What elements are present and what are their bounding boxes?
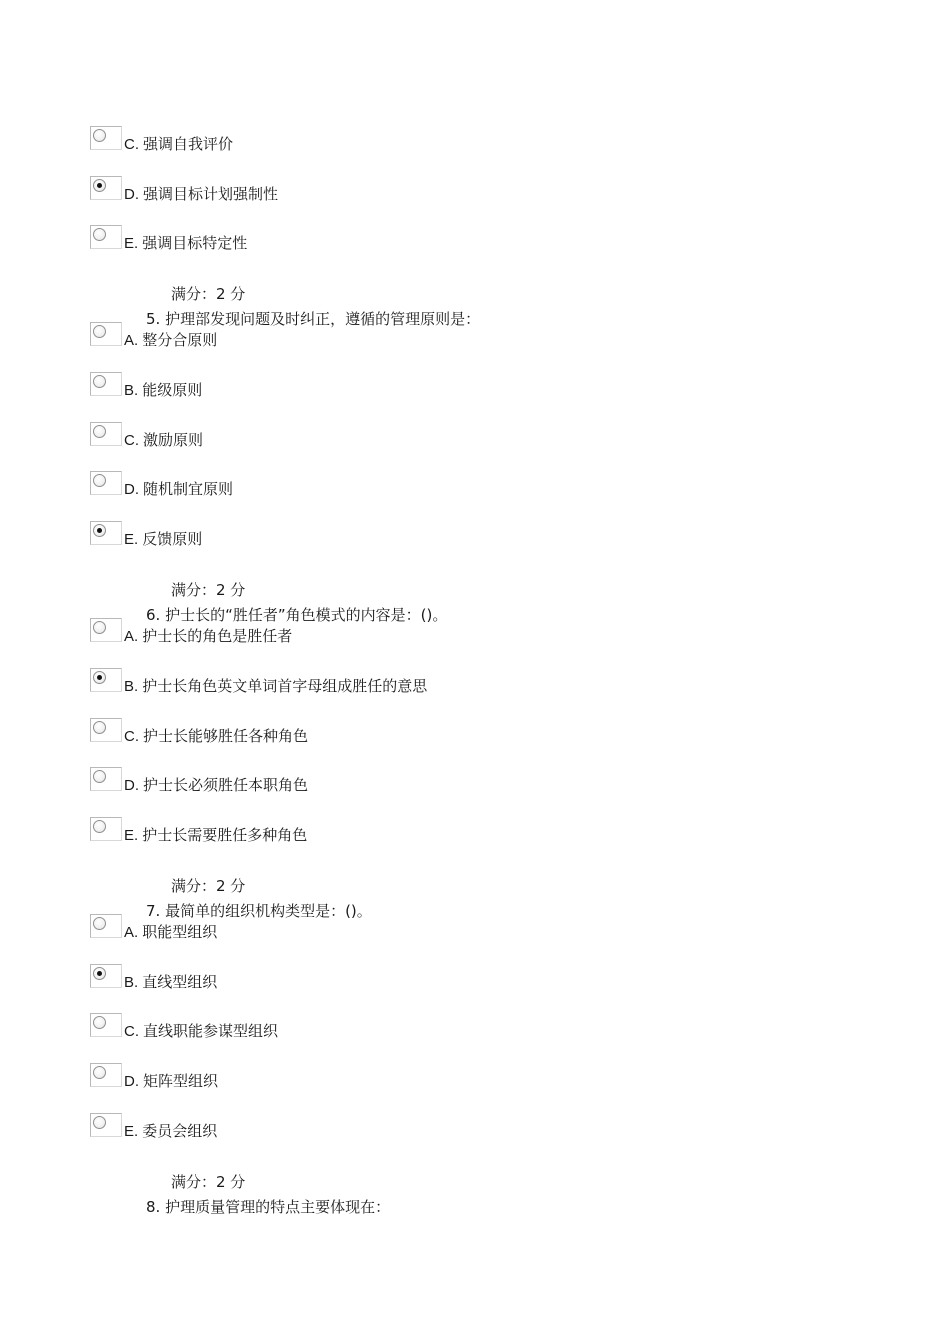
radio-button[interactable] <box>90 1013 122 1037</box>
option-letter: D. <box>124 777 139 794</box>
radio-unchecked-icon <box>93 425 106 438</box>
option-label[interactable] <box>124 1072 218 1091</box>
radio-checked-icon <box>93 671 106 684</box>
option-label[interactable] <box>124 431 203 450</box>
option-letter: D. <box>124 186 139 203</box>
option-text: 护士长必须胜任本职角色 <box>143 776 309 794</box>
option-letter: E. <box>124 1123 139 1140</box>
option-letter: C. <box>124 136 139 153</box>
option-label[interactable] <box>124 677 427 696</box>
radio-button[interactable] <box>90 372 122 396</box>
score-label: 满分：2 分 <box>171 285 246 304</box>
option-label[interactable] <box>124 727 308 746</box>
radio-unchecked-icon <box>93 1016 106 1029</box>
radio-unchecked-icon <box>93 820 106 833</box>
option-label[interactable] <box>124 381 202 400</box>
radio-unchecked-icon <box>93 721 106 734</box>
radio-unchecked-icon <box>93 129 106 142</box>
question-text: 7. 最简单的组织机构类型是：()。 <box>146 902 372 920</box>
option-text: 矩阵型组织 <box>143 1072 219 1090</box>
radio-button[interactable] <box>90 767 122 791</box>
option-text: 强调目标特定性 <box>142 234 248 252</box>
radio-dot-icon <box>97 183 102 188</box>
option-text: 直线职能参谋型组织 <box>143 1022 279 1040</box>
radio-dot-icon <box>97 528 102 533</box>
option-text: 激励原则 <box>143 431 204 449</box>
radio-button-selected[interactable] <box>90 521 122 545</box>
score-label: 满分：2 分 <box>171 877 246 895</box>
option-letter: C. <box>124 1023 139 1040</box>
option-label[interactable] <box>124 1122 217 1141</box>
option-label[interactable] <box>124 776 308 795</box>
option-label[interactable] <box>124 627 292 646</box>
question-text: 8. 护理质量管理的特点主要体现在： <box>146 1197 391 1216</box>
option-text: 强调自我评价 <box>143 135 234 153</box>
option-label[interactable] <box>124 185 278 204</box>
option-text: 护士长的角色是胜任者 <box>142 627 293 645</box>
score-label: 满分：2 分 <box>171 581 246 600</box>
question-text: 5. 护理部发现问题及时纠正，遵循的管理原则是： <box>146 310 481 329</box>
option-text: 随机制宜原则 <box>143 480 234 498</box>
option-label[interactable] <box>124 331 217 350</box>
radio-unchecked-icon <box>93 1066 106 1079</box>
option-text: 整分合原则 <box>142 331 218 349</box>
option-label[interactable] <box>124 480 233 499</box>
option-letter: A. <box>124 924 139 941</box>
option-text: 直线型组织 <box>142 973 218 991</box>
option-letter: D. <box>124 1073 139 1090</box>
radio-unchecked-icon <box>93 325 106 338</box>
option-text: 强调目标计划强制性 <box>143 185 279 203</box>
radio-button-selected[interactable] <box>90 964 122 988</box>
option-letter: E. <box>124 235 139 252</box>
radio-button-selected[interactable] <box>90 176 122 200</box>
radio-button-selected[interactable] <box>90 668 122 692</box>
radio-button[interactable] <box>90 126 122 150</box>
radio-button[interactable] <box>90 422 122 446</box>
radio-unchecked-icon <box>93 770 106 783</box>
option-text: 护士长需要胜任多种角色 <box>142 826 308 844</box>
option-label[interactable] <box>124 530 202 549</box>
radio-dot-icon <box>97 971 102 976</box>
radio-unchecked-icon <box>93 228 106 241</box>
radio-checked-icon <box>93 524 106 537</box>
radio-button[interactable] <box>90 817 122 841</box>
radio-button[interactable] <box>90 322 122 346</box>
radio-checked-icon <box>93 179 106 192</box>
option-letter: E. <box>124 827 139 844</box>
option-letter: B. <box>124 974 139 991</box>
score-label: 满分：2 分 <box>171 1172 246 1191</box>
option-letter: B. <box>124 382 139 399</box>
radio-button[interactable] <box>90 914 122 938</box>
option-letter: D. <box>124 481 139 498</box>
option-label[interactable] <box>124 135 233 154</box>
option-letter: A. <box>124 628 139 645</box>
option-label[interactable] <box>124 973 217 992</box>
radio-checked-icon <box>93 967 106 980</box>
radio-unchecked-icon <box>93 474 106 487</box>
radio-unchecked-icon <box>93 621 106 634</box>
option-label[interactable] <box>124 234 247 253</box>
option-text: 职能型组织 <box>142 923 218 941</box>
option-label[interactable] <box>124 826 307 845</box>
radio-button[interactable] <box>90 1063 122 1087</box>
option-text: 护士长角色英文单词首字母组成胜任的意思 <box>142 677 428 695</box>
option-text: 委员会组织 <box>142 1122 218 1140</box>
option-text: 能级原则 <box>142 381 203 399</box>
option-letter: B. <box>124 678 139 695</box>
option-letter: C. <box>124 432 139 449</box>
option-text: 护士长能够胜任各种角色 <box>143 727 309 745</box>
option-label[interactable] <box>124 923 217 942</box>
radio-unchecked-icon <box>93 917 106 930</box>
radio-button[interactable] <box>90 618 122 642</box>
radio-button[interactable] <box>90 1113 122 1137</box>
radio-button[interactable] <box>90 225 122 249</box>
question-text: 6. 护士长的“胜任者”角色模式的内容是：()。 <box>146 606 448 625</box>
option-letter: A. <box>124 332 139 349</box>
radio-button[interactable] <box>90 718 122 742</box>
option-letter: E. <box>124 531 139 548</box>
radio-unchecked-icon <box>93 1116 106 1129</box>
option-label[interactable] <box>124 1022 278 1041</box>
option-text: 反馈原则 <box>142 530 203 548</box>
radio-button[interactable] <box>90 471 122 495</box>
radio-unchecked-icon <box>93 375 106 388</box>
option-letter: C. <box>124 728 139 745</box>
radio-dot-icon <box>97 675 102 680</box>
